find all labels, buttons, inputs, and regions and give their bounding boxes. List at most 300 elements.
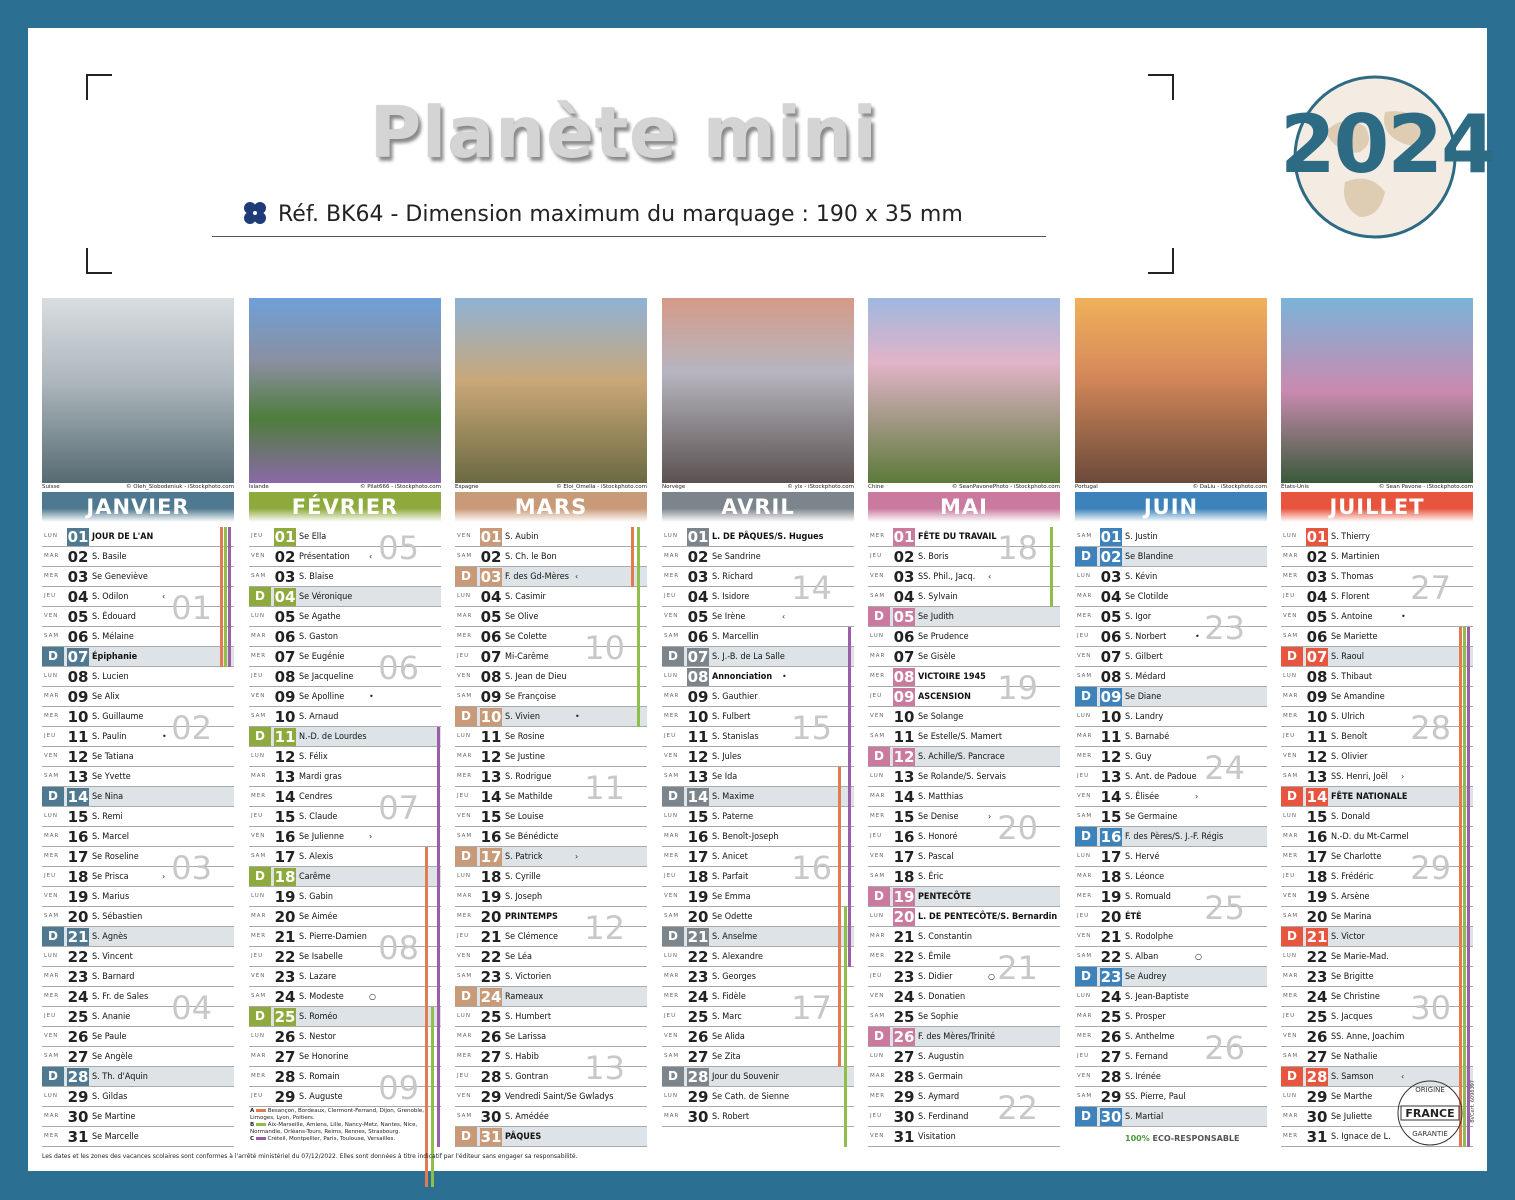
weekday-label: JEU [870, 833, 883, 839]
weekday-label: VEN [1077, 653, 1092, 659]
day-row [662, 1107, 854, 1127]
saint-name: S. Marcellin [712, 632, 759, 642]
weekday-label: MAR [457, 613, 473, 619]
day-row [455, 1107, 647, 1127]
weekday-label: JEU [664, 873, 677, 879]
weekday-label: D [1075, 827, 1097, 846]
saint-name: S. Justin [1125, 532, 1158, 542]
weekday-label: MAR [1077, 873, 1093, 879]
week-number: 02 [171, 709, 212, 747]
day-number: 08 [67, 668, 89, 686]
crop-mark [86, 248, 112, 274]
day-number: 31 [480, 1128, 502, 1146]
reference-text: Réf. BK64 - Dimension maximum du marquage : 190 x 35 mm [278, 202, 963, 227]
saint-name: S. Alban [1125, 952, 1159, 962]
weekday-label: JEU [457, 933, 470, 939]
day-number: 22 [893, 948, 915, 966]
week-number: 26 [1204, 1029, 1245, 1067]
weekday-label: MAR [1283, 973, 1299, 979]
weekday-label: SAM [870, 873, 886, 879]
day-number: 12 [687, 748, 709, 766]
day-row [249, 967, 441, 987]
day-number: 06 [893, 628, 915, 646]
day-row [42, 527, 234, 547]
month-header: FÉVRIER [249, 492, 441, 522]
day-number: 11 [480, 728, 502, 746]
day-number: 10 [67, 708, 89, 726]
day-number: 26 [67, 1028, 89, 1046]
week-number: 14 [791, 569, 832, 607]
day-number: 13 [67, 768, 89, 786]
day-row [249, 827, 441, 847]
day-number: 14 [274, 788, 296, 806]
day-row [1075, 527, 1267, 547]
day-number: 03 [67, 568, 89, 586]
day-number: 01 [480, 528, 502, 546]
day-number: 12 [480, 748, 502, 766]
day-number: 26 [1100, 1028, 1122, 1046]
weekday-label: LUN [44, 953, 58, 959]
day-number: 18 [480, 868, 502, 886]
day-row [249, 607, 441, 627]
saint-name: Cendres [299, 792, 333, 802]
day-number: 10 [480, 708, 502, 726]
day-number: 18 [67, 868, 89, 886]
day-row [1281, 627, 1473, 647]
day-number: 19 [274, 888, 296, 906]
day-row [42, 647, 234, 667]
weekday-label: MAR [251, 1053, 267, 1059]
weekday-label: D [455, 847, 477, 866]
weekday-label: D [42, 927, 64, 946]
weekday-label: MAR [1077, 593, 1093, 599]
saint-name: S. Éric [918, 872, 944, 882]
weekday-label: LUN [664, 673, 678, 679]
saint-name: Se Geneviève [92, 572, 148, 582]
crop-mark [1148, 74, 1174, 100]
day-row [455, 867, 647, 887]
day-row [662, 907, 854, 927]
weekday-label: MAR [457, 893, 473, 899]
day-number: 10 [1306, 708, 1328, 726]
weekday-label: VEN [457, 953, 472, 959]
day-row [249, 987, 441, 1007]
week-number: 16 [791, 849, 832, 887]
day-row [868, 727, 1060, 747]
weekday-label: JEU [251, 813, 264, 819]
day-number: 06 [67, 628, 89, 646]
saint-name: S. Patrick [505, 852, 543, 862]
day-row [42, 567, 234, 587]
saint-name: S. Matthias [918, 792, 964, 802]
weekday-label: MAR [457, 1033, 473, 1039]
day-row [455, 547, 647, 567]
weekday-label: MAR [664, 553, 680, 559]
weekday-label: MER [1077, 1033, 1093, 1039]
weekday-label: JEU [44, 733, 57, 739]
saint-name: Se Marthe [1331, 1092, 1373, 1102]
saint-name: Se Christine [1331, 992, 1380, 1002]
weekday-label: MER [870, 533, 886, 539]
weekday-label: JEU [1077, 913, 1090, 919]
day-number: 01 [893, 528, 915, 546]
day-number: 20 [1306, 908, 1328, 926]
saint-name: Se Larissa [505, 1032, 547, 1042]
day-number: 16 [480, 828, 502, 846]
day-row [1281, 607, 1473, 627]
saint-name: Se Louise [505, 812, 544, 822]
saint-name: Mardi gras [299, 772, 342, 782]
day-number: 10 [1100, 708, 1122, 726]
weekday-label: MER [1283, 573, 1299, 579]
day-number: 27 [1100, 1048, 1122, 1066]
week-number: 22 [997, 1089, 1038, 1127]
calendar-title: Planète mini [370, 92, 878, 174]
vacation-bar [838, 767, 841, 1067]
day-row [249, 627, 441, 647]
moon-phase-icon: ‹ [988, 572, 992, 581]
week-number: 17 [791, 989, 832, 1027]
saint-name: S. Habib [505, 1052, 539, 1062]
day-number: 31 [1306, 1128, 1328, 1146]
weekday-label: JEU [1283, 873, 1296, 879]
day-row [455, 667, 647, 687]
weekday-label: SAM [1077, 673, 1093, 679]
saint-name: S. Aubin [505, 532, 539, 542]
weekday-label: MAR [664, 973, 680, 979]
day-number: 14 [1100, 788, 1122, 806]
day-row [42, 667, 234, 687]
saint-name: S. Maxime [712, 792, 755, 802]
saint-name: S. Odilon [92, 592, 129, 602]
week-number: 21 [997, 949, 1038, 987]
saint-name: S. Germain [918, 1072, 963, 1082]
day-row [662, 947, 854, 967]
saint-name: S. Remi [92, 812, 123, 822]
month-column [455, 298, 647, 1147]
weekday-label: SAM [457, 553, 473, 559]
month-header: MAI [868, 492, 1060, 522]
day-number: 18 [1100, 868, 1122, 886]
saint-name: Se Mathilde [505, 792, 553, 802]
saint-name: Se Estelle/S. Mamert [918, 732, 1003, 742]
weekday-label: D [662, 647, 684, 666]
saint-name: S. Arsène [1331, 892, 1370, 902]
day-number: 28 [480, 1068, 502, 1086]
day-number: 18 [893, 868, 915, 886]
day-list [662, 527, 854, 1127]
weekday-label: SAM [457, 973, 473, 979]
saint-name: Se Angèle [92, 1052, 133, 1062]
weekday-label: LUN [251, 1033, 265, 1039]
weekday-label: MER [251, 793, 267, 799]
day-row [455, 847, 647, 867]
saint-name: S. Didier [918, 972, 953, 982]
saint-name: Visitation [918, 1132, 956, 1142]
vacation-bar [1463, 627, 1466, 1147]
saint-name: S. Ananie [92, 1012, 131, 1022]
weekday-label: MAR [870, 933, 886, 939]
weekday-label: JEU [44, 593, 57, 599]
day-row [1075, 547, 1267, 567]
saint-name: S. Marius [92, 892, 130, 902]
weekday-label: VEN [457, 673, 472, 679]
week-number: 19 [997, 669, 1038, 707]
week-number: 23 [1204, 609, 1245, 647]
saint-name: S. Victor [1331, 932, 1365, 942]
day-row [868, 787, 1060, 807]
weekday-label: MAR [44, 693, 60, 699]
origin-bottom: GARANTIE [1412, 1130, 1448, 1138]
day-number: 21 [893, 928, 915, 946]
day-row [42, 907, 234, 927]
saint-name: Se Véronique [299, 592, 353, 602]
weekday-label: D [1075, 1107, 1097, 1126]
day-number: 02 [893, 548, 915, 566]
day-list [1281, 527, 1473, 1147]
day-number: 22 [274, 948, 296, 966]
saint-name: F. des Mères/Trinité [918, 1032, 996, 1042]
day-row [662, 647, 854, 667]
day-number: 16 [893, 828, 915, 846]
week-number: 06 [378, 649, 419, 687]
photo-credit: © ylx - iStockphoto.com [787, 484, 854, 490]
saint-name: Se Prisca [92, 872, 129, 882]
divider [212, 236, 1046, 237]
weekday-label: VEN [44, 613, 59, 619]
weekday-label: D [42, 787, 64, 806]
day-number: 27 [480, 1048, 502, 1066]
saint-name: Présentation [299, 552, 350, 562]
day-number: 03 [1100, 568, 1122, 586]
saint-name: S. Gaston [299, 632, 338, 642]
vacation-bar [844, 907, 847, 1147]
day-number: 18 [687, 868, 709, 886]
weekday-label: LUN [870, 913, 884, 919]
day-number: 23 [1100, 968, 1122, 986]
day-row [662, 1067, 854, 1087]
month-column [662, 298, 854, 1127]
weekday-label: VEN [664, 753, 679, 759]
day-number: 19 [67, 888, 89, 906]
origin-main: FRANCE [1405, 1107, 1455, 1120]
day-number: 17 [1100, 848, 1122, 866]
day-row [868, 567, 1060, 587]
day-number: 19 [1100, 888, 1122, 906]
day-row [42, 827, 234, 847]
week-number: 11 [584, 769, 625, 807]
weekday-label: D [662, 1067, 684, 1086]
day-number: 24 [1100, 988, 1122, 1006]
moon-phase-icon: • [369, 692, 374, 701]
weekday-label: LUN [1077, 853, 1091, 859]
weekday-label: JEU [1283, 593, 1296, 599]
weekday-label: JEU [1077, 773, 1090, 779]
saint-name: S. Ulrich [1331, 712, 1365, 722]
saint-name: S. Ignace de L. [1331, 1132, 1391, 1142]
saint-name: Se Germaine [1125, 812, 1178, 822]
weekday-label: JEU [1077, 633, 1090, 639]
saint-name: S. Jean-Baptiste [1125, 992, 1189, 1002]
saint-name: Se Julienne [299, 832, 344, 842]
saint-name: S. Jules [712, 752, 742, 762]
saint-name: S. Robert [712, 1112, 750, 1122]
saint-name: S. Édouard [92, 612, 136, 622]
weekday-label: SAM [664, 913, 680, 919]
weekday-label: MER [251, 1073, 267, 1079]
weekday-label: MAR [44, 973, 60, 979]
day-number: 27 [274, 1048, 296, 1066]
day-number: 31 [893, 1128, 915, 1146]
day-number: 05 [274, 608, 296, 626]
day-row [662, 627, 854, 647]
day-number: 21 [687, 928, 709, 946]
weekday-label: MER [457, 913, 473, 919]
day-number: 15 [1100, 808, 1122, 826]
saint-name: Se Prudence [918, 632, 969, 642]
zone-b-legend: B Aix-Marseille, Amiens, Lille, Nancy-Metz, Nantes, Nice, Normandie, Orléans-Tours, Reims, Rennes, Strasbourg. [250, 1122, 418, 1135]
weekday-label: JEU [664, 1013, 677, 1019]
day-number: 01 [687, 528, 709, 546]
day-number: 30 [67, 1108, 89, 1126]
weekday-label: MAR [870, 1073, 886, 1079]
month-column [249, 298, 441, 1107]
weekday-label: SAM [44, 913, 60, 919]
saint-name: S. Frédéric [1331, 872, 1374, 882]
day-row [1281, 1027, 1473, 1047]
saint-name: S. Florent [1331, 592, 1370, 602]
saint-name: S. Gilbert [1125, 652, 1163, 662]
photo-place: États-Unis [1281, 484, 1309, 490]
weekday-label: VEN [457, 813, 472, 819]
saint-name: S. Barnard [92, 972, 135, 982]
day-row [1281, 547, 1473, 567]
day-row [249, 1027, 441, 1047]
saint-name: S. Martial [1125, 1112, 1164, 1122]
photo-caption [1281, 483, 1473, 492]
day-row [249, 887, 441, 907]
moon-phase-icon: › [1195, 792, 1199, 801]
day-row [1281, 687, 1473, 707]
day-row [868, 867, 1060, 887]
photo-caption [868, 483, 1060, 492]
weekday-label: D [1281, 927, 1303, 946]
weekday-label: LUN [44, 673, 58, 679]
saint-name: S. Aymard [918, 1092, 960, 1102]
month-photo [1281, 298, 1473, 483]
weekday-label: LUN [870, 633, 884, 639]
moon-phase-icon: • [162, 732, 167, 741]
saint-name: S. Gontran [505, 1072, 549, 1082]
day-number: 02 [687, 548, 709, 566]
saint-name: S. Émile [918, 952, 951, 962]
week-number: 12 [584, 909, 625, 947]
weekday-label: SAM [457, 693, 473, 699]
day-row [1281, 527, 1473, 547]
weekday-label: MER [44, 993, 60, 999]
saint-name: S. Paterne [712, 812, 754, 822]
photo-credit: © Sean Pavone - iStockphoto.com [1378, 484, 1473, 490]
weekday-label: MER [1077, 613, 1093, 619]
day-row [455, 1007, 647, 1027]
saint-name: Se Tatiana [92, 752, 134, 762]
school-zones-legend [250, 1108, 440, 1143]
day-row [1075, 647, 1267, 667]
day-number: 13 [687, 768, 709, 786]
weekday-label: SAM [251, 713, 267, 719]
saint-name: Se Roseline [92, 852, 139, 862]
day-number: 03 [893, 568, 915, 586]
weekday-label: VEN [870, 573, 885, 579]
day-row [868, 647, 1060, 667]
saint-name: Se Marie-Mad. [1331, 952, 1389, 962]
day-number: 04 [274, 588, 296, 606]
day-number: 01 [67, 528, 89, 546]
month-header: JUIN [1075, 492, 1267, 522]
day-row [1075, 847, 1267, 867]
weekday-label: MER [251, 933, 267, 939]
day-row [662, 967, 854, 987]
weekday-label: VEN [664, 1033, 679, 1039]
weekday-label: MAR [251, 773, 267, 779]
saint-name: S. Blaise [299, 572, 334, 582]
weekday-label: VEN [870, 713, 885, 719]
saint-name: N.-D. de Lourdes [299, 732, 367, 742]
day-number: 11 [274, 728, 296, 746]
weekday-label: MAR [664, 833, 680, 839]
month-header: JANVIER [42, 492, 234, 522]
week-number: 28 [1410, 709, 1451, 747]
weekday-label: MER [457, 773, 473, 779]
weekday-label: JEU [870, 553, 883, 559]
day-number: 16 [1100, 828, 1122, 846]
month-photo [455, 298, 647, 483]
day-row [662, 1047, 854, 1067]
day-number: 15 [480, 808, 502, 826]
day-number: 04 [1306, 588, 1328, 606]
saint-name: S. Donatien [918, 992, 966, 1002]
saint-name: S. Benoît [1331, 732, 1368, 742]
saint-name: Se Denise [918, 812, 959, 822]
weekday-label: LUN [664, 1093, 678, 1099]
weekday-label: SAM [44, 1053, 60, 1059]
saint-name: S. Landry [1125, 712, 1164, 722]
weekday-label: MER [1283, 993, 1299, 999]
weekday-label: JEU [1077, 1053, 1090, 1059]
day-number: 02 [1306, 548, 1328, 566]
weekday-label: VEN [664, 893, 679, 899]
day-number: 15 [274, 808, 296, 826]
weekday-label: MAR [251, 633, 267, 639]
weekday-label: LUN [1283, 673, 1297, 679]
saint-name: S. Sylvain [918, 592, 958, 602]
saint-name: PÂQUES [505, 1132, 542, 1142]
day-number: 13 [274, 768, 296, 786]
weekday-label: D [42, 1067, 64, 1086]
day-number: 02 [1100, 548, 1122, 566]
day-row [1075, 927, 1267, 947]
weekday-label: D [455, 567, 477, 586]
saint-name: Se Eugénie [299, 652, 345, 662]
moon-phase-icon: ‹ [1401, 1072, 1405, 1081]
saint-name: Épiphanie [92, 652, 138, 662]
moon-phase-icon: › [369, 832, 373, 841]
saint-name: Se Charlotte [1331, 852, 1382, 862]
day-row [249, 847, 441, 867]
saint-name: S. Samson [1331, 1072, 1374, 1082]
weekday-label: VEN [870, 993, 885, 999]
day-number: 17 [687, 848, 709, 866]
